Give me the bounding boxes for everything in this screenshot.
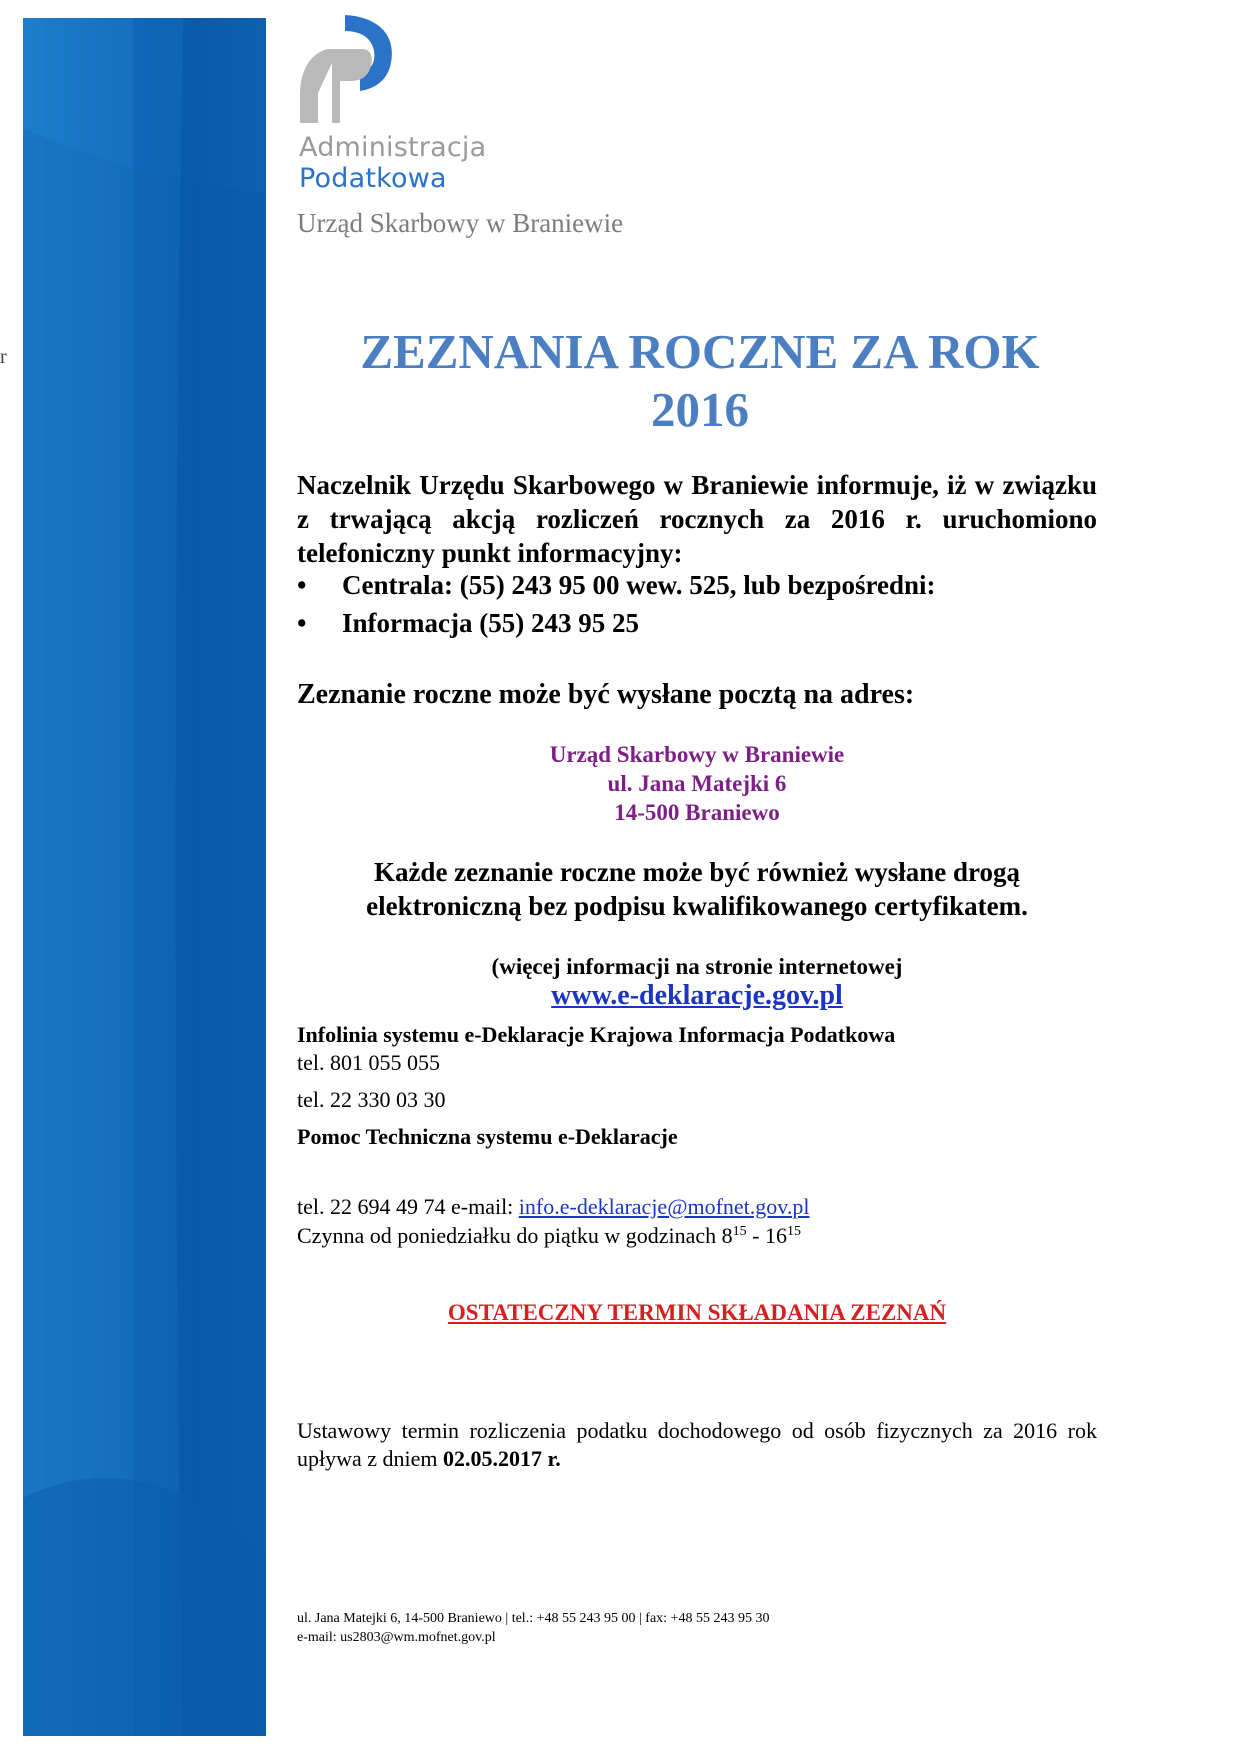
tech-help-heading: Pomoc Techniczna systemu e-Deklaracje (297, 1124, 678, 1149)
list-item (297, 568, 1097, 606)
statutory-date: 02.05.2017 r. (443, 1446, 561, 1471)
address-line-3: 14-500 Braniewo (614, 800, 780, 825)
hours-separator: - 16 (746, 1223, 787, 1248)
tech-help-contact (297, 1193, 1097, 1221)
decorative-side-band (23, 18, 266, 1736)
logo-line-podatkowa: Podatkowa (299, 163, 447, 194)
infoline-heading: Infolinia systemu e-Deklaracje Krajowa Informacja Podatkowa (297, 1022, 896, 1047)
tax-administration-logo-icon (300, 15, 400, 125)
deadline-heading: OSTATECZNY TERMIN SKŁADANIA ZEZNAŃ (447, 1300, 947, 1325)
mail-heading: Zeznanie roczne może być wysłane pocztą na adres: (297, 679, 915, 710)
title-line-1: ZEZNANIA ROCZNE ZA ROK (360, 324, 1040, 379)
statutory-deadline (297, 1417, 1097, 1473)
infoline-tel-1: tel. 801 055 055 (297, 1050, 440, 1075)
address-line-1: Urząd Skarbowy w Braniewie (549, 742, 845, 767)
bullet-icon: • (297, 608, 307, 638)
intro-paragraph: Naczelnik Urzędu Skarbowego w Braniewie informuje, iż w związku z trwającą akcją rozliczeń rocznych za 2016 r. uruchomiono telefoniczny punkt informacyjny: (297, 470, 1097, 568)
phone-list (297, 568, 1097, 644)
more-info (297, 952, 1097, 1010)
footer-line-1: ul. Jana Matejki 6, 14-500 Braniewo | tel.: +48 55 243 95 00 | fax: +48 55 243 95 30 (297, 1611, 770, 1626)
logo-line-administracja: Administracja (299, 132, 487, 163)
footer-line-2: e-mail: us2803@wm.mofnet.gov.pl (297, 1630, 496, 1645)
logo-wordmark (299, 132, 486, 194)
band-wave-graphic (23, 18, 266, 1736)
list-item-text: Centrala: (55) 243 95 00 wew. 525, lub bezpośredni: (342, 570, 936, 600)
bullet-icon: • (297, 570, 307, 600)
hours-end-minutes: 15 (786, 1224, 801, 1239)
electronic-line-1: Każde zeznanie roczne może być również wysłane drogą (373, 857, 1021, 887)
list-item (297, 606, 1097, 644)
margin-mark: r (0, 346, 7, 368)
page-title (300, 323, 1100, 439)
e-deklaracje-link[interactable]: www.e-deklaracje.gov.pl (551, 980, 843, 1011)
more-info-text: (więcej informacji na stronie internetowej (491, 954, 903, 979)
electronic-filing-note (297, 855, 1097, 923)
postal-address (297, 740, 1097, 827)
office-name: Urząd Skarbowy w Braniewie (297, 208, 624, 238)
hours-start-minutes: 15 (732, 1224, 747, 1239)
page-footer (297, 1609, 1097, 1647)
hours-text: Czynna od poniedziałku do piątku w godzinach 8 (297, 1223, 733, 1248)
statutory-text: Ustawowy termin rozliczenia podatku dochodowego od osób fizycznych za 2016 rok upływa z dniem (297, 1418, 1097, 1471)
infoline-tel-2: tel. 22 330 03 30 (297, 1087, 446, 1112)
address-line-2: ul. Jana Matejki 6 (607, 771, 787, 796)
electronic-line-2: elektroniczną bez podpisu kwalifikowanego certyfikatem. (366, 891, 1028, 921)
tech-help-hours (297, 1222, 1097, 1250)
title-line-2: 2016 (651, 382, 749, 437)
tech-help-email-link[interactable]: info.e-deklaracje@mofnet.gov.pl (518, 1194, 810, 1219)
list-item-text: Informacja (55) 243 95 25 (342, 608, 639, 638)
tech-help-tel: tel. 22 694 49 74 e-mail: (297, 1194, 519, 1219)
